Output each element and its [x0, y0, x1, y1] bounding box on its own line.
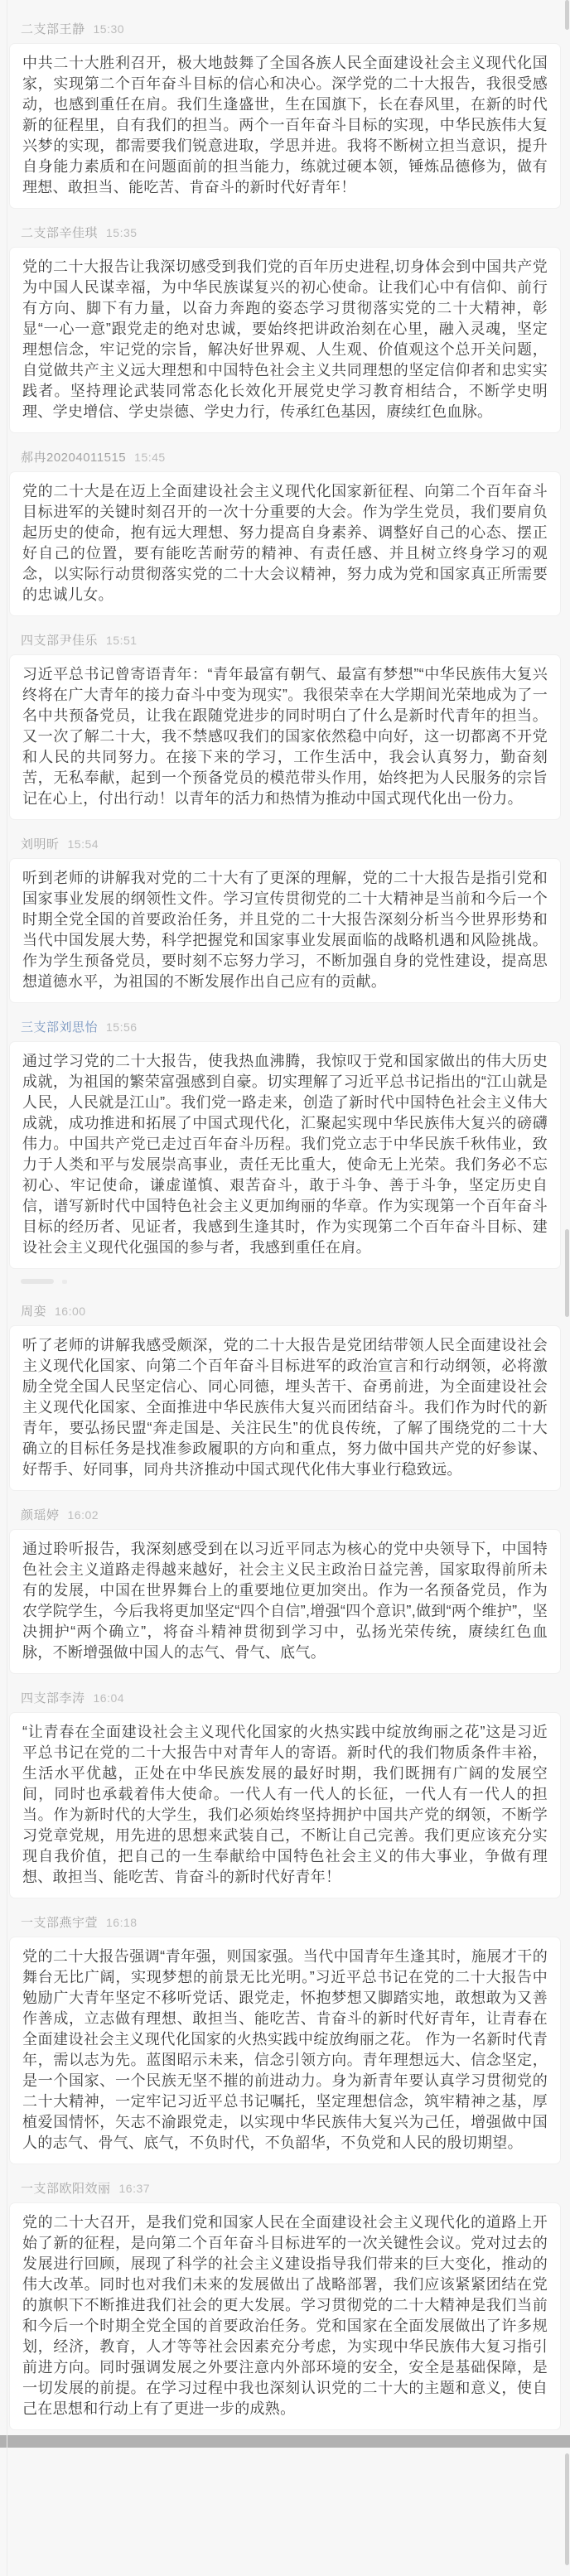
chat-message	[9, 1295, 561, 1491]
message-bubble: 通过聆听报告，我深刻感受到在以习近平同志为核心的党中央领导下，中国特色社会主义道路走得越来越好，社会主义民主政治日益完善，国家取得前所未有的发展，中国在世界舞台上的重要地位更加突出。作为一名预备党员，作为农学院学生，今后我将更加坚定“四个自信”,增强“四个意识”,做到“两个维护”，坚决拥护“两个确立”，将奋斗精神贯彻到学习中，弘扬光荣传统，赓续红色血脉，不断增强做中国人的志气、骨气、底气。	[9, 1529, 561, 1674]
message-header	[9, 1907, 561, 1937]
message-header	[9, 1011, 561, 1041]
sender-name[interactable]: 二支部辛佳琪	[21, 226, 99, 240]
message-header	[9, 217, 561, 247]
message-bubble: 党的二十大报告强调“青年强，则国家强。当代中国青年生逢其时，施展才干的舞台无比广阔，实现梦想的前景无比光明。”习近平总书记在党的二十大报告中勉励广大青年坚定不移听党话、跟党走，怀抱梦想又脚踏实地，敢想敢为又善作善成，立志做有理想、敢担当、能吃苦、肯奋斗的新时代好青年，让青春在全面建设社会主义现代化国家的火热实践中绽放绚丽之花。 作为一名新时代青年，需以志为先。蓝图昭示未来，信念引领方向。青年理想远大、信念坚定，是一个国家、一个民族无坚不摧的前进动力。身为新青年要认真学习贯彻党的二十大精神，一定牢记习近平总书记嘱托，坚定理想信念，筑牢精神之基，厚植爱国情怀，矢志不渝跟党走，以实现中华民族伟大复兴为己任，增强做中国人的志气、骨气、底气，不负时代，不负韶华，不负党和人民的殷切期望。	[9, 1937, 561, 2164]
message-bubble: 听到老师的讲解我对党的二十大有了更深的理解，党的二十大报告是指引党和国家事业发展的纲领性文件。学习宣传贯彻党的二十大精神是当前和今后一个时期全党全国的首要政治任务，并且党的二十大报告深刻分析当今世界形势和当代中国发展大势，科学把握党和国家事业发展面临的战略机遇和风险挑战。作为学生预备党员，要时刻不忘努力学习，不断加强自身的党性建设，提高思想道德水平，为祖国的不断发展作出自己应有的贡献。	[9, 858, 561, 1003]
message-header	[9, 828, 561, 858]
message-header	[9, 2173, 561, 2202]
message-bubble: “让青春在全面建设社会主义现代化国家的火热实践中绽放绚丽之花”这是习近平总书记在党的二十大报告中对青年人的寄语。新时代的我们物质条件丰裕，生活水平优越，正处在中华民族发展的最好时期，我们既拥有广阔的发展空间，同时也承载着伟大使命。一代人有一代人的长征，一代人有一代人的担当。作为新时代的大学生，我们必须始终坚持拥护中国共产党的纲领，不断学习党章党规，用先进的思想来武装自己，不断让自己完善。我们更应该充分实现自我价值，把自己的一生奉献给中国特色社会主义的伟大事业，争做有理想、敢担当、能吃苦、肯奋斗的新时代好青年！	[9, 1712, 561, 1898]
chat-message	[9, 217, 561, 433]
sender-name[interactable]: 一支部欧阳效丽	[21, 2182, 111, 2196]
message-bubble: 听了老师的讲解我感受颇深，党的二十大报告是党团结带领人民全面建设社会主义现代化国家、向第二个百年奋斗目标进军的政治宣言和行动纲领，必将激励全党全国人民坚定信心、同心同德，埋头苦干、奋勇前进，为全面建设社会主义现代化国家、全面推进中华民族伟大复兴而团结奋斗。我们作为时代的新青年，要弘扬民盟“奔走国是、关注民生”的优良传统，了解了围绕党的二十大确立的目标任务是找准参政履职的方向和重点，努力做中国共产党的好参谋、好帮手、好同事，同舟共济推动中国式现代化伟大事业行稳致远。	[9, 1325, 561, 1491]
message-timestamp: 15:30	[93, 22, 125, 36]
message-timestamp: 15:56	[106, 1020, 138, 1034]
sender-name[interactable]: 三支部刘思怡	[21, 1020, 99, 1035]
message-bubble: 通过学习党的二十大报告，使我热血沸腾，我惊叹于党和国家做出的伟大历史成就，为祖国的繁荣富强感到自豪。切实理解了习近平总书记指出的“江山就是人民，人民就是江山”。我们党一路走来，创造了新时代中国特色社会主义伟大成就，成功推进和拓展了中国式现代化，汇聚起实现中华民族伟大复兴的磅礴伟力。中国共产党已走过百年奋斗历程。我们党立志于中华民族千秋伟业，致力于人类和平与发展崇高事业，责任无比重大，使命无上光荣。我们务必不忘初心、牢记使命，谦虚谨慎、艰苦奋斗，敢于斗争、善于斗争，坚定历史自信，谱写新时代中国特色社会主义更加绚丽的华章。作为实现第一个百年奋斗目标的经历者、见证者，我感到生逢其时，作为实现第二个百年奋斗目标、建设社会主义现代化强国的参与者，我感到重任在肩。	[9, 1041, 561, 1269]
chat-message	[9, 1011, 561, 1269]
bottom-edge-bar	[0, 2435, 570, 2448]
chat-message	[9, 441, 561, 616]
scrollbar-thumb-middle[interactable]	[565, 1229, 569, 1317]
sender-name[interactable]: 刘明昕	[21, 837, 60, 851]
message-timestamp: 16:04	[93, 1691, 125, 1705]
chat-message	[9, 1499, 561, 1674]
sender-name[interactable]: 四支部尹佳乐	[21, 634, 99, 648]
message-timestamp: 16:02	[67, 1508, 99, 1522]
message-header	[9, 625, 561, 654]
message-timestamp: 15:54	[67, 837, 99, 851]
sender-name[interactable]: 二支部王静	[21, 22, 85, 36]
message-header	[9, 1295, 561, 1325]
scrollbar-thumb-bottom[interactable]	[565, 2453, 569, 2565]
message-timestamp: 16:18	[106, 1916, 138, 1929]
message-bubble: 党的二十大召开，是我们党和国家人民在全面建设社会主义现代化的道路上开始了新的征程，是向第二个百年奋斗目标进军的一次关键性会议。党对过去的发展进行回顾，展现了科学的社会主义建设指导我们带来的巨大变化，推动的伟大改革。同时也对我们未来的发展做出了战略部署，我们应该紧紧团结在党的旗帜下不断推进我们社会的更大发展。学习贯彻党的二十大精神是我们当前和今后一个时期全党全国的首要政治任务。党和国家在全面发展做出了许多规划，经济，教育，人才等等社会因素充分考虑，为实现中华民族伟大复习指引前进方向。同时强调发展之外要注意内外部环境的安全，安全是基础保障，是一切发展的前提。在学习过程中我也深刻认识党的二十大的主题和意义，使自己在思想和行动上有了更进一步的成熟。	[9, 2202, 561, 2430]
sender-name[interactable]: 郝冉20204011515	[21, 451, 127, 465]
message-header	[9, 441, 561, 471]
message-header	[9, 1682, 561, 1712]
chat-message	[9, 1682, 561, 1898]
message-timestamp: 16:37	[118, 2182, 151, 2195]
chat-message	[9, 1907, 561, 2164]
faded-time-remnant	[62, 1280, 67, 1284]
message-header	[9, 1499, 561, 1529]
chat-message	[9, 828, 561, 1003]
chat-message	[9, 13, 561, 209]
message-timestamp: 15:51	[106, 634, 138, 647]
message-timestamp: 15:35	[106, 226, 138, 239]
chat-message	[9, 2173, 561, 2430]
message-timestamp: 15:45	[134, 451, 166, 464]
faded-stitch-artifact	[9, 1274, 561, 1287]
message-bubble: 习近平总书记曾寄语青年：“青年最富有朝气、最富有梦想”“中华民族伟大复兴终将在广大青年的接力奋斗中变为现实”。我很荣幸在大学期间光荣地成为了一名中共预备党员，让我在跟随党进步的同时明白了什么是新时代青年的担当。又一次了解二十大，我不禁感叹我们的国家依然稳中向好，这一切都离不开党和人民的共同努力。在接下来的学习，工作生活中，我会认真努力，勤奋刻苦，无私奉献，起到一个预备党员的模范带头作用，始终把为人民服务的宗旨记在心上，付出行动！以青年的活力和热情为推动中国式现代化出一份力。	[9, 654, 561, 820]
message-bubble: 党的二十大是在迈上全面建设社会主义现代化国家新征程、向第二个百年奋斗目标进军的关键时刻召开的一次十分重要的大会。作为学生党员，我们要肩负起历史的使命，抱有远大理想、努力提高自身素养、调整好自己的心态、摆正好自己的位置，要有能吃苦耐劳的精神、有责任感、并且树立终身学习的观念，以实际行动贯彻落实党的二十大会议精神，努力成为党和国家真正所需要的忠诚儿女。	[9, 471, 561, 616]
message-bubble: 中共二十大胜利召开，极大地鼓舞了全国各族人民全面建设社会主义现代化国家，实现第二个百年奋斗目标的信心和决心。深学党的二十大报告，我很受感动，也感到重任在肩。我们生逢盛世，生在国旗下，长在春风里，在新的时代新的征程里，自有我们的担当。两个一百年奋斗目标的实现，中华民族伟大复兴梦的实现，都需要我们锐意进取，学思并进。我将不断树立担当意识，提升自身能力素质和在问题面前的担当能力，练就过硬本领，锤炼品德修为，做有理想、敢担当、能吃苦、肯奋斗的新时代好青年！	[9, 43, 561, 209]
faded-name-remnant	[21, 1279, 54, 1284]
sender-name[interactable]: 颜瑶婷	[21, 1508, 60, 1522]
sender-name[interactable]: 四支部李涛	[21, 1691, 85, 1705]
sender-name[interactable]: 一支部燕宇萱	[21, 1916, 99, 1930]
scrollbar-thumb-top[interactable]	[565, 0, 569, 30]
message-bubble: 党的二十大报告让我深切感受到我们党的百年历史进程,切身体会到中国共产党为中国人民谋幸福，为中华民族谋复兴的初心使命。让我们心中有信仰、前行有方向、脚下有力量，以奋力奔跑的姿态学习贯彻落实党的二十大精神，彰显“一心一意”跟党走的绝对忠诚，要始终把讲政治刻在心里，融入灵魂，坚定理想信念，牢记党的宗旨，解决好世界观、人生观、价值观这个总开关问题，自觉做共产主义远大理想和中国特色社会主义共同理想的坚定信仰者和忠实实践者。坚持理论武装同常态化长效化开展党史学习教育相结合，不断学史明理、学史增信、学史崇德、学史力行，传承红色基因，赓续红色血脉。	[9, 247, 561, 433]
chat-message	[9, 625, 561, 820]
message-timestamp: 16:00	[55, 1305, 86, 1318]
message-header	[9, 13, 561, 43]
sender-name[interactable]: 周娈	[21, 1305, 47, 1319]
